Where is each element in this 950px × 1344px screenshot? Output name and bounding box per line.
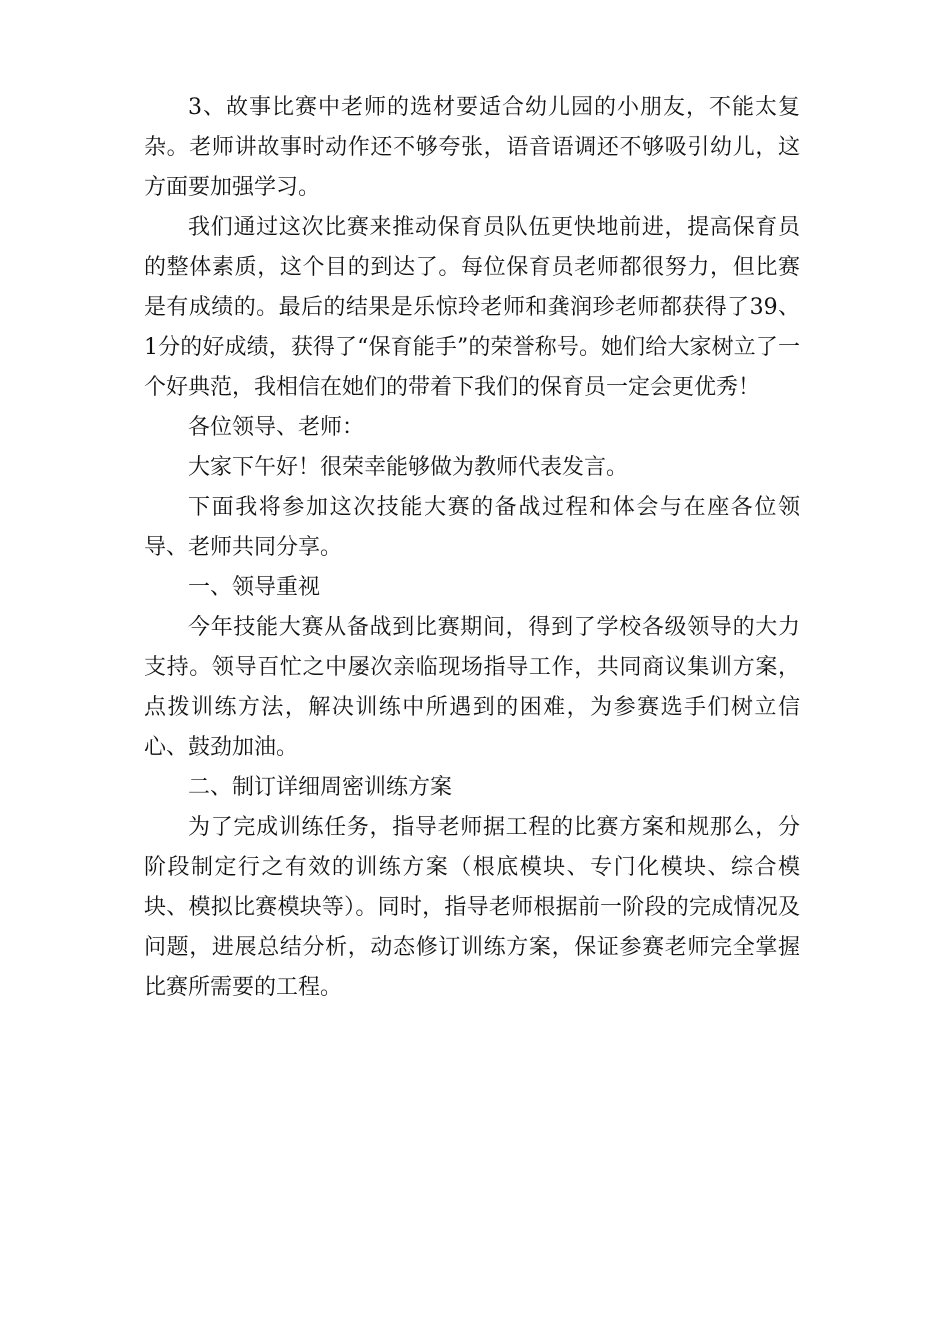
paragraph-leadership-support: 今年技能大赛从备战到比赛期间，得到了学校各级领导的大力支持。领导百忙之中屡次亲临现场指导工作，共同商议集训方案，点拨训练方法，解决训练中所遇到的困难，为参赛选手们树立信心、鼓劲加油。: [144, 615, 800, 760]
section-heading-training-plan: 二、制订详细周密训练方案: [188, 775, 453, 800]
paragraph-contest-result: 我们通过这次比赛来推动保育员队伍更快地前进，提高保育员的整体素质，这个目的到达了。每位保育员老师都很努力，但比赛是有成绩的。最后的结果是乐惊玲老师和龚润珍老师都获得了39、1分的好成绩，获得了“保育能手”的荣誉称号。她们给大家树立了一个好典范，我相信在她们的带着下我们的保育员一定会更优秀！: [144, 215, 800, 400]
section-heading-leadership: 一、领导重视: [188, 575, 321, 600]
paragraph-training-plan: 为了完成训练任务，指导老师据工程的比赛方案和规那么，分阶段制定行之有效的训练方案（根底模块、专门化模块、综合模块、模拟比赛模块等）。同时，指导老师根据前一阶段的完成情况及问题，进展总结分析，动态修订训练方案，保证参赛老师完全掌握比赛所需要的工程。: [144, 815, 800, 1000]
document-body: [144, 88, 800, 1008]
paragraph-greeting: 大家下午好！很荣幸能够做为教师代表发言。: [188, 455, 629, 480]
paragraph-salutation: 各位领导、老师：: [188, 415, 365, 440]
paragraph-intro: 下面我将参加这次技能大赛的备战过程和体会与在座各位领导、老师共同分享。: [144, 495, 800, 560]
paragraph-story-contest-note: 3、故事比赛中老师的选材要适合幼儿园的小朋友，不能太复杂。老师讲故事时动作还不够夸张，语音语调还不够吸引幼儿，这方面要加强学习。: [144, 95, 800, 200]
